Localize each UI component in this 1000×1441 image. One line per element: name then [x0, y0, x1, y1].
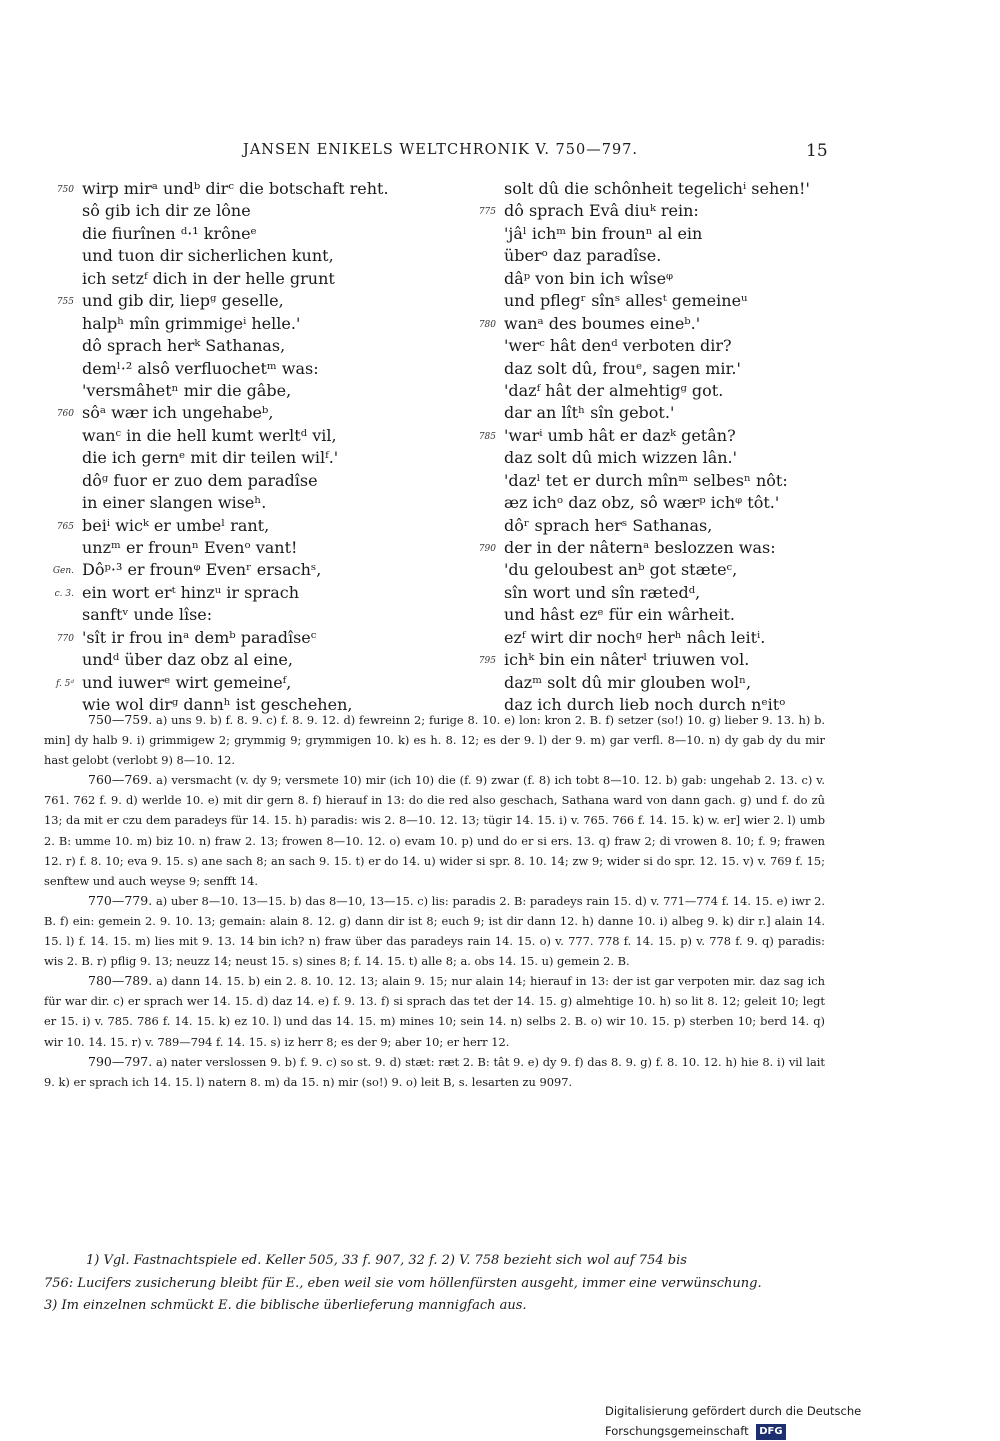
apparatus-range: 780—789. [88, 973, 153, 989]
verse-line [452, 447, 872, 469]
verse-line [30, 358, 450, 380]
verse-text: 'versmâhetⁿ mir die gâbe, [82, 380, 292, 400]
verse-number: 760 [56, 409, 74, 420]
verse-line [452, 604, 872, 626]
running-header [0, 142, 1000, 164]
apparatus-range: 790—797. [88, 1053, 153, 1069]
apparatus-group [44, 710, 825, 770]
verse-line [452, 537, 872, 559]
verse-line [30, 268, 450, 290]
verse-line [452, 470, 872, 492]
verse-line [452, 515, 872, 537]
apparatus-group [44, 971, 825, 1051]
verse-number: f. 5ᵈ [55, 678, 74, 689]
apparatus-text: a) dann 14. 15. b) ein 2. 8. 10. 12. 13; alain 9. 15; nur alain 14; hierauf in 13: der ist gar verpoten mir. daz sag ich für war dir. c) er sprach wer 14. 15. d) daz 14. e) f. 9. 13. f) si sprach das tet der 14. 15. g) almehtige 10. h) so lit 8. 12; geleit 10; legt er 15. i) v. 785. 786 f. 14. 15. k) ez 10. l) und das 14. 15. m) mines 10; sein 14. n) selbs 2. B. o) wir 10. 15. p) sterben 10; berd 14. q) wir 10. 14. 15. r) v. 789—794 f. 14. 15. s) iz herr 8; es der 9; aber 10; er herr 12. [44, 974, 825, 1049]
verse-text: überᵒ daz paradîse. [504, 246, 662, 266]
verse-text: 'dazˡ tet er durch mînᵐ selbesⁿ nôt: [504, 470, 788, 490]
verse-number: 765 [56, 521, 74, 532]
verse-line [452, 402, 872, 424]
verse-text: in einer slangen wiseʰ. [82, 493, 267, 513]
verse-text: die ich gernᵉ mit dir teilen wilᶠ.' [82, 448, 339, 468]
verse-text: ein wort erᵗ hinzᵘ ir sprach [82, 582, 299, 602]
verse-line [30, 492, 450, 514]
apparatus-range: 770—779. [88, 892, 153, 908]
verse-line [452, 290, 872, 312]
verse-text: dô sprach Evâ diuᵏ rein: [504, 201, 699, 221]
verse-line [452, 425, 872, 447]
footnote-line: 1) Vgl. Fastnachtspiele ed. Keller 505, 33 f. 907, 32 f. 2) V. 758 bezieht sich wol auf 754 bis [86, 1253, 687, 1268]
verse-line [30, 672, 450, 694]
verse-text: und iuwerᵉ wirt gemeineᶠ, [82, 672, 292, 692]
verse-text: wanᶜ in die hell kumt werltᵈ vil, [82, 425, 337, 445]
verse-text: wirp mirᵃ undᵇ dirᶜ die botschaft reht. [82, 179, 389, 198]
verse-line [30, 515, 450, 537]
verse-line [30, 582, 450, 604]
verse-text: sanftᵛ unde lîse: [82, 605, 213, 625]
verse-text: daz ich durch lieb noch durch nᵉitᵒ [504, 695, 786, 715]
footnote-line: 756: Lucifers zusicherung bleibt für E., eben weil sie vom höllenfürsten ausgeht, immer eine verwünschung. [44, 1275, 762, 1291]
verse-line [30, 649, 450, 671]
verse-line [452, 313, 872, 335]
verse-text: 'warⁱ umb hât er dazᵏ getân? [504, 425, 736, 445]
verse-text: dazᵐ solt dû mir glouben wolⁿ, [504, 672, 752, 692]
verse-text: und pflegʳ sînˢ allesᵗ gemeineᵘ [504, 291, 748, 311]
footnote-line: 3) Im einzelnen schmückt E. die biblische überlieferung mannigfach aus. [44, 1298, 527, 1313]
verse-column-left [30, 178, 450, 717]
footnotes [44, 1250, 825, 1318]
verse-text: halpʰ mîn grimmigeⁱ helle.' [82, 313, 301, 333]
verse-number: c. 3. [54, 588, 74, 599]
verse-line [30, 425, 450, 447]
verse-line [30, 402, 450, 424]
verse-number: 770 [56, 633, 74, 644]
verse-text: demˡ·² alsô verfluochetᵐ was: [82, 358, 319, 378]
apparatus-text: a) nater verslossen 9. b) f. 9. c) so st. 9. d) stæt: ræt 2. B: tât 9. e) dy 9. f) das 8. 9. g) f. 8. 10. 12. h) hie 8. i) vil lait 9. k) er sprach ich 14. 15. l) natern 8. m) da 15. n) mir (so!) 9. o) leit B, s. lesarten zu 9097. [44, 1054, 825, 1089]
verse-text: und gib dir, liepᵍ geselle, [82, 291, 284, 311]
verse-text: wie wol dirᵍ dannʰ ist geschehen, [82, 695, 353, 715]
verse-number: Gen. [52, 566, 74, 577]
apparatus-range: 760—769. [88, 772, 153, 788]
page-number: 15 [806, 141, 828, 161]
running-title: JANSEN ENIKELS WELTCHRONIK V. 750—797. [243, 142, 638, 158]
verse-number: 790 [478, 544, 496, 554]
verse-line [452, 245, 872, 267]
verse-line [452, 672, 872, 694]
verse-line [30, 447, 450, 469]
dfg-banner [605, 1401, 1000, 1438]
verse-number: 780 [478, 319, 496, 330]
verse-line [452, 380, 872, 402]
verse-number: 755 [56, 297, 74, 308]
verse-text: 'dazᶠ hât der almehtigᵍ got. [504, 380, 724, 400]
verse-text: sô gib ich dir ze lône [82, 201, 251, 221]
apparatus-range: 750—759. [88, 712, 153, 727]
verse-number: 775 [478, 207, 496, 218]
verse-text: dôʳ sprach herˢ Sathanas, [504, 515, 713, 535]
verse-text: dâᵖ von bin ich wîseᵠ [504, 268, 674, 288]
verse-line [452, 358, 872, 380]
verse-text: æz ichᵒ daz obz, sô wærᵖ ichᵠ tôt.' [504, 493, 780, 513]
verse-text: 'sît ir frou inᵃ demᵇ paradîseᶜ [82, 627, 317, 647]
verse-text: dô sprach herᵏ Sathanas, [82, 336, 286, 356]
apparatus-text: a) uns 9. b) f. 8. 9. c) f. 8. 9. 12. d) fewreinn 2; furige 8. 10. e) lon: kron 2. B. f) setzer (so!) 10. g) lieber 9. 13. h) b. min] dy halb 9. i) grimmigew 2; grymmig 9; grymmigen 10. k) es h. 8. 12; es der 9. l) der 9. m) gar verfl. 8—10. n) dy gab dy du mir hast gelobt (verlobt 9) 8—10. 12. [44, 713, 825, 768]
verse-text: 'jâˡ ichᵐ bin frounⁿ al ein [504, 223, 703, 243]
verse-line [30, 290, 450, 312]
verse-text: solt dû die schônheit tegelichⁱ sehen!' [504, 179, 810, 198]
verse-text: Dôᵖ·³ er frounᵠ Evenʳ ersachˢ, [82, 560, 322, 580]
verse-line [452, 559, 872, 581]
verse-column-right [452, 178, 872, 717]
verse-text: und tuon dir sicherlichen kunt, [82, 246, 334, 266]
apparatus-group [44, 770, 825, 891]
verse-number: 795 [478, 656, 496, 667]
verse-text: ezᶠ wirt dir nochᵍ herʰ nâch leitⁱ. [504, 627, 766, 647]
dfg-logo-icon: DFG [756, 1424, 785, 1440]
verse-line [30, 470, 450, 492]
verse-line [30, 627, 450, 649]
verse-text: die fiurînen ᵈ·¹ krôneᵉ [82, 223, 257, 243]
verse-text: dôᵍ fuor er zuo dem paradîse [82, 470, 318, 490]
verse-line [30, 335, 450, 357]
verse-line [452, 492, 872, 514]
verse-line [30, 313, 450, 335]
verse-text: sôᵃ wær ich ungehabeᵇ, [82, 403, 274, 423]
critical-apparatus [44, 710, 825, 1092]
verse-text: ich setzᶠ dich in der helle grunt [82, 268, 335, 288]
verse-line [452, 200, 872, 222]
verse-text: daz solt dû, frouᵉ, sagen mir.' [504, 358, 741, 378]
verse-line [30, 178, 450, 200]
verse-line [30, 223, 450, 245]
verse-line [30, 380, 450, 402]
verse-line [452, 335, 872, 357]
verse-line [452, 627, 872, 649]
verse-line [452, 178, 872, 200]
verse-text: 'du geloubest anᵇ got stæteᶜ, [504, 560, 738, 580]
apparatus-text: a) uber 8—10. 13—15. b) das 8—10, 13—15. c) lis: paradis 2. B: paradeys rain 15. d) v. 771—774 f. 14. 15. e) iwr 2. B. f) ein: gemein 2. 9. 10. 13; gemain: alain 8. 12. g) dann dir ist 8; euch 9; ist dir dann 12. h) danne 10. i) albeg 9. k) dir r.] alain 14. 15. l) f. 14. 15. m) lies mit 9. 13. 14 bin ich? n) fraw über das paradeys rain 14. 15. o) v. 777. 778 f. 14. 15. p) v. 778 f. 9. q) paradis: wis 2. B. r) pflig 9. 13; neuzz 14; neust 15. s) sines 8; f. 14. 15. t) alle 8; a. obs 14. 15. u) gemein 2. B. [44, 893, 826, 969]
verse-line [452, 268, 872, 290]
verse-text: sîn wort und sîn rætedᵈ, [504, 582, 701, 602]
verse-line [30, 245, 450, 267]
verse-text: daz solt dû mich wizzen lân.' [504, 448, 738, 468]
banner-text: Digitalisierung gefördert durch die Deutsche Forschungsgemeinschaft [605, 1404, 862, 1438]
apparatus-group [44, 1052, 825, 1092]
verse-text: dar an lîtʰ sîn gebot.' [504, 403, 675, 423]
verse-text: undᵈ über daz obz al eine, [82, 650, 293, 670]
apparatus-group [44, 891, 825, 971]
verse-line [452, 649, 872, 671]
verse-text: 'werᶜ hât denᵈ verboten dir? [504, 336, 732, 356]
verse-text: der in der nâternᵃ beslozzen was: [504, 538, 776, 557]
verse-line [30, 537, 450, 559]
verse-line [452, 582, 872, 604]
verse-text: beiⁱ wicᵏ er umbeˡ rant, [82, 515, 270, 535]
verse-number: 750 [56, 185, 74, 195]
verse-text: ichᵏ bin ein nâterˡ triuwen vol. [504, 650, 750, 670]
verse-text: und hâst ezᵉ für ein wârheit. [504, 605, 735, 625]
verse-line [30, 559, 450, 581]
verse-text: unzᵐ er frounⁿ Evenᵒ vant! [82, 538, 298, 557]
verse-line [30, 604, 450, 626]
verse-line [452, 223, 872, 245]
verse-text: wanᵃ des boumes eineᵇ.' [504, 313, 701, 333]
verse-number: 785 [478, 431, 496, 442]
apparatus-text: a) versmacht (v. dy 9; versmete 10) mir (ich 10) die (f. 9) zwar (f. 8) ich tobt 8—10. 12. b) gab: ungehab 2. 13. c) v. 761. 762 f. 9. d) werlde 10. e) mit dir gern 8. f) hierauf in 13: do die red also geschach, Sathana ward von dann gach. g) und f. do zû 13; da mit er czu dem paradeys für 14. 15. h) paradis: wis 2. 8—10. 12. 13; tügir 14. 15. i) v. 765. 766 f. 14. 15. k) w. er] wier 2. l) umb 2. B: umme 10. m) biz 10. n) fraw 2. 13; frowen 8—10. 12. o) evam 10. p) und do er si ers. 13. q) fraw 2; di vrowen 8. 10; f. 9; frawen 12. r) f. 8. 10; eva 9. 15. s) ane sach 8; an sach 9. 15. t) er do 14. u) wider si spr. 8. 10. 14; zw 9; wider si do spr. 12. 15. v) v. 769 f. 15; senftew und auch weyse 9; senfft 14. [44, 773, 826, 888]
verse-line [30, 200, 450, 222]
